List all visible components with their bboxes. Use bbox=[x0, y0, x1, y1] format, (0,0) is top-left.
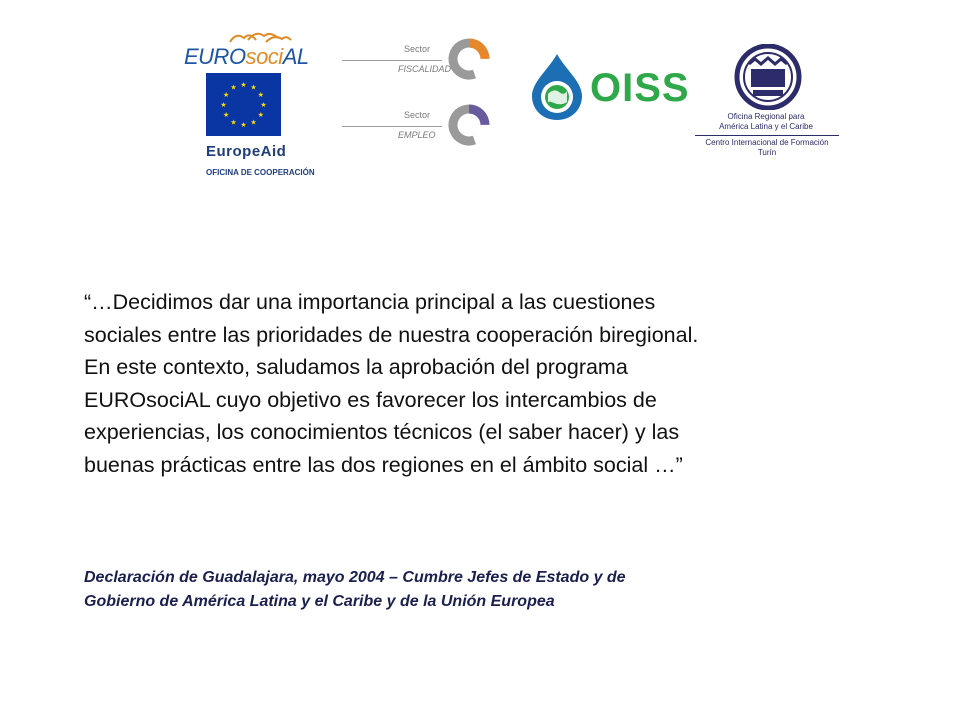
europeaid-title: EuropeAid bbox=[206, 143, 287, 160]
oit-seal-icon bbox=[731, 44, 805, 110]
quote-line: En este contexto, saludamos la aprobación del programa bbox=[84, 355, 628, 379]
star-icon: ★ bbox=[240, 122, 247, 129]
star-icon: ★ bbox=[257, 112, 264, 119]
oiss-wordmark: OISS bbox=[590, 66, 690, 110]
oiss-drop-icon bbox=[526, 52, 588, 122]
quote-text bbox=[84, 286, 884, 481]
quote-line: experiencias, los conocimientos técnicos (el saber hacer) y las bbox=[84, 420, 680, 444]
quote-line: EUROsociAL cuyo objetivo es favorecer los intercambios de bbox=[84, 387, 657, 412]
eurosocial-wordmark: EUROsociAL bbox=[184, 44, 309, 69]
star-icon: ★ bbox=[230, 119, 237, 127]
star-icon: ★ bbox=[260, 102, 267, 109]
star-icon: ★ bbox=[220, 102, 227, 109]
sector-fiscalidad-logo bbox=[342, 34, 492, 84]
divider bbox=[695, 135, 839, 136]
oit-logo bbox=[695, 44, 845, 176]
divider bbox=[342, 126, 442, 127]
divider bbox=[342, 60, 442, 61]
star-icon: ★ bbox=[257, 92, 264, 99]
eurosocial-europeaid-logo bbox=[176, 28, 315, 177]
star-icon: ★ bbox=[230, 84, 237, 92]
quote-line: buenas prácticas entre las dos regiones en el ámbito social …” bbox=[84, 452, 683, 477]
quote-line: sociales entre las prioridades de nuestra cooperación biregional. bbox=[84, 322, 699, 347]
ring-icon bbox=[446, 36, 492, 82]
europeaid-subtitle: OFICINA DE COOPERACIÓN bbox=[206, 168, 315, 177]
sector-empleo-logo bbox=[342, 100, 492, 150]
oiss-logo bbox=[526, 52, 688, 122]
oit-centro-line2: Turín bbox=[757, 148, 777, 157]
oit-centro-line1: Centro Internacional de Formación bbox=[705, 138, 829, 147]
star-icon: ★ bbox=[223, 92, 230, 99]
star-icon: ★ bbox=[250, 119, 257, 127]
attribution-line: Declaración de Guadalajara, mayo 2004 – Cumbre Jefes de Estado y de bbox=[84, 569, 626, 586]
star-icon: ★ bbox=[240, 82, 247, 89]
ring-icon bbox=[446, 102, 492, 148]
sector-name: EMPLEO bbox=[398, 130, 436, 140]
sector-label: Sector bbox=[404, 44, 431, 54]
oit-region-line1: Oficina Regional para bbox=[727, 112, 805, 121]
star-icon: ★ bbox=[250, 84, 257, 92]
attribution-line: Gobierno de América Latina y el Caribe y de la Unión Europea bbox=[84, 593, 555, 610]
oit-region-line2: América Latina y el Caribe bbox=[719, 122, 813, 131]
star-icon: ★ bbox=[223, 112, 230, 119]
sector-name: FISCALIDAD bbox=[398, 64, 452, 74]
quote-attribution bbox=[84, 566, 904, 614]
quote-line: “…Decidimos dar una importancia principal a las cuestiones bbox=[84, 290, 656, 314]
eu-flag-icon bbox=[206, 73, 281, 136]
sector-label: Sector bbox=[404, 110, 431, 120]
